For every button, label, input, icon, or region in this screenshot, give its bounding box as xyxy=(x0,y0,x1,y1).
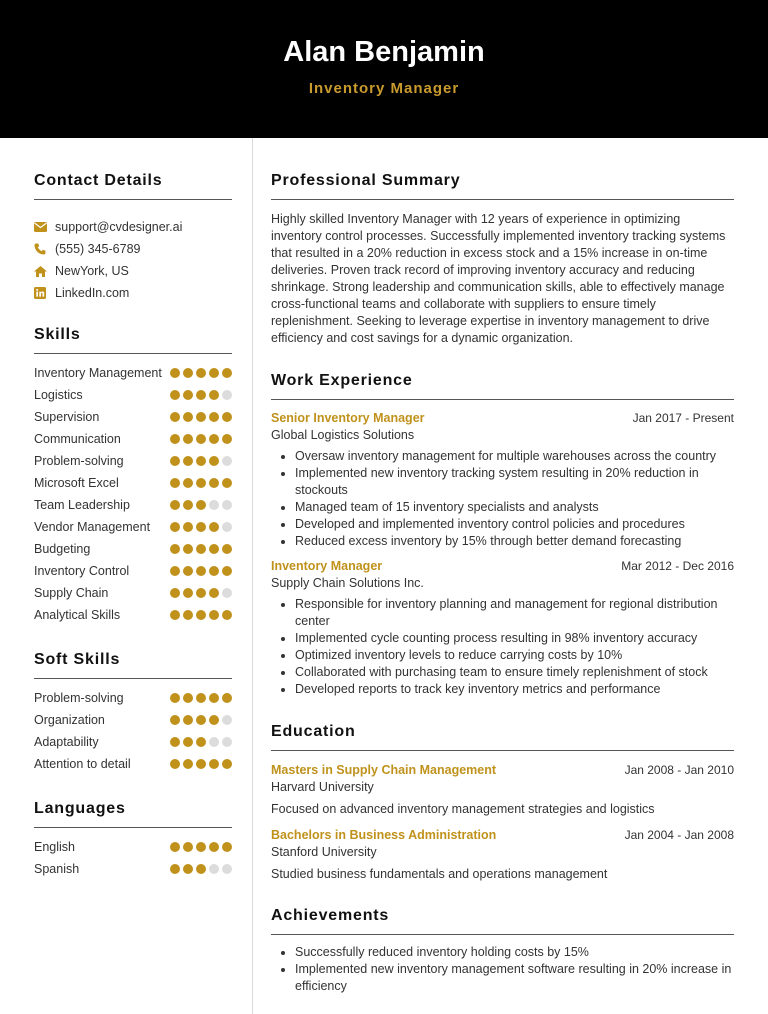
rating-dot xyxy=(209,544,219,554)
rating-dot xyxy=(183,456,193,466)
rating-dot xyxy=(196,544,206,554)
job-bullets xyxy=(271,448,734,550)
contact-phone xyxy=(34,238,232,260)
skill-name: Inventory Management xyxy=(34,366,162,380)
skill-name: Problem-solving xyxy=(34,691,124,705)
rating-dot xyxy=(183,610,193,620)
rating-dot xyxy=(183,522,193,532)
contact-linkedin-text[interactable]: LinkedIn.com xyxy=(55,286,130,300)
job-bullet: • Implemented cycle counting process resulting in 98% inventory accuracy xyxy=(295,630,734,647)
rating-dot xyxy=(170,390,180,400)
job-bullet: • Implemented new inventory tracking system resulting in 20% reduction in stockouts xyxy=(295,465,734,499)
rating-dot xyxy=(222,715,232,725)
envelope-icon xyxy=(34,222,55,232)
soft-skills-section-title: Soft Skills xyxy=(34,651,232,679)
rating-dot xyxy=(183,864,193,874)
skill-name: Adaptability xyxy=(34,735,99,749)
skill-name: Analytical Skills xyxy=(34,608,121,622)
rating-dot xyxy=(183,478,193,488)
rating-dot xyxy=(209,759,219,769)
skill-row xyxy=(34,429,232,451)
languages-list xyxy=(34,837,232,881)
skill-name: English xyxy=(34,840,75,854)
rating-dot xyxy=(222,842,232,852)
rating-dot xyxy=(222,864,232,874)
job-bullet: • Developed and implemented inventory control policies and procedures xyxy=(295,516,734,533)
skills-section-title: Skills xyxy=(34,326,232,354)
rating-dot xyxy=(196,864,206,874)
resume-header xyxy=(0,0,768,138)
rating-dot xyxy=(183,412,193,422)
degree-date: Jan 2008 - Jan 2010 xyxy=(624,763,734,777)
skill-name: Microsoft Excel xyxy=(34,476,119,490)
rating-dot xyxy=(209,715,219,725)
skill-name: Inventory Control xyxy=(34,564,130,578)
degree-date: Jan 2004 - Jan 2008 xyxy=(624,828,734,842)
summary-section xyxy=(271,172,734,347)
rating-dot xyxy=(170,588,180,598)
rating-dot xyxy=(196,412,206,422)
rating-dot xyxy=(196,759,206,769)
skill-rating xyxy=(170,475,232,488)
rating-dot xyxy=(196,693,206,703)
rating-dot xyxy=(170,544,180,554)
skill-rating xyxy=(170,861,232,874)
rating-dot xyxy=(170,566,180,576)
skill-row xyxy=(34,688,232,710)
rating-dot xyxy=(209,434,219,444)
rating-dot xyxy=(196,368,206,378)
job-bullet: • Optimized inventory levels to reduce carrying costs by 10% xyxy=(295,647,734,664)
skill-row xyxy=(34,837,232,859)
job-entry xyxy=(271,410,734,550)
rating-dot xyxy=(222,693,232,703)
rating-dot xyxy=(170,478,180,488)
rating-dot xyxy=(183,715,193,725)
candidate-role: Inventory Manager xyxy=(308,80,460,97)
rating-dot xyxy=(209,737,219,747)
skill-row xyxy=(34,407,232,429)
rating-dot xyxy=(209,368,219,378)
rating-dot xyxy=(170,368,180,378)
rating-dot xyxy=(183,368,193,378)
job-bullet: • Responsible for inventory planning and management for regional distribution center xyxy=(295,596,734,630)
contact-phone-text: (555) 345-6789 xyxy=(55,242,141,256)
contact-email xyxy=(34,216,232,238)
languages-section xyxy=(34,800,232,881)
skill-name: Spanish xyxy=(34,862,80,876)
contact-section xyxy=(34,172,232,304)
linkedin-icon xyxy=(34,287,55,299)
skill-name: Communication xyxy=(34,432,121,446)
soft-skills-section xyxy=(34,651,232,776)
contact-section-title: Contact Details xyxy=(34,172,232,200)
skill-name: Vendor Management xyxy=(34,520,151,534)
skill-row xyxy=(34,754,232,776)
rating-dot xyxy=(183,500,193,510)
skill-rating xyxy=(170,734,232,747)
degree-description: Focused on advanced inventory management strategies and logistics xyxy=(271,802,655,816)
rating-dot xyxy=(209,478,219,488)
rating-dot xyxy=(222,566,232,576)
soft-skills-list xyxy=(34,688,232,776)
rating-dot xyxy=(183,588,193,598)
experience-section-title: Work Experience xyxy=(271,372,734,400)
rating-dot xyxy=(209,610,219,620)
rating-dot xyxy=(183,544,193,554)
contact-email-text: support@cvdesigner.ai xyxy=(55,220,183,234)
rating-dot xyxy=(170,864,180,874)
rating-dot xyxy=(196,500,206,510)
skill-name: Organization xyxy=(34,713,105,727)
skill-row xyxy=(34,473,232,495)
rating-dot xyxy=(170,434,180,444)
skill-row xyxy=(34,539,232,561)
job-bullet: • Collaborated with purchasing team to ensure timely replenishment of stock xyxy=(295,664,734,681)
summary-text: Highly skilled Inventory Manager with 12 years of experience in optimizing inventory control processes. Successfully implemented inventory tracking systems that resulted in a 20% reduction in excess stock and a 15% increase in on-time deliveries. Proven track record of improving inventory accuracy and reducing shrinkage. Strong leadership and communication skills, able to effectively manage cross-functional teams and collaborate with suppliers to ensure timely replenishment. Seeking to leverage expertise in inventory management to drive efficiency and cost savings for a dynamic organization. xyxy=(271,212,726,345)
skill-rating xyxy=(170,431,232,444)
achievement-item: • Successfully reduced inventory holding costs by 15% xyxy=(295,944,734,961)
skill-row xyxy=(34,363,232,385)
school-name: Harvard University xyxy=(271,780,374,794)
school-name: Stanford University xyxy=(271,845,377,859)
job-bullet: • Developed reports to track key inventory metrics and performance xyxy=(295,681,734,698)
skill-rating xyxy=(170,453,232,466)
rating-dot xyxy=(209,412,219,422)
rating-dot xyxy=(196,456,206,466)
skill-row xyxy=(34,710,232,732)
rating-dot xyxy=(196,715,206,725)
education-section-title: Education xyxy=(271,723,734,751)
rating-dot xyxy=(196,478,206,488)
contact-location xyxy=(34,260,232,282)
rating-dot xyxy=(183,693,193,703)
rating-dot xyxy=(183,842,193,852)
rating-dot xyxy=(183,434,193,444)
candidate-name: Alan Benjamin xyxy=(283,36,485,68)
skill-row xyxy=(34,561,232,583)
skill-row xyxy=(34,495,232,517)
contact-linkedin xyxy=(34,282,232,304)
rating-dot xyxy=(222,500,232,510)
skill-rating xyxy=(170,497,232,510)
education-entry xyxy=(271,762,734,818)
skill-row xyxy=(34,583,232,605)
skill-rating xyxy=(170,541,232,554)
rating-dot xyxy=(222,759,232,769)
job-date: Jan 2017 - Present xyxy=(632,411,734,425)
skill-rating xyxy=(170,585,232,598)
rating-dot xyxy=(209,842,219,852)
rating-dot xyxy=(196,566,206,576)
rating-dot xyxy=(170,610,180,620)
rating-dot xyxy=(209,566,219,576)
rating-dot xyxy=(170,693,180,703)
left-column xyxy=(34,138,232,881)
degree-title: Masters in Supply Chain Management xyxy=(271,763,497,777)
skill-row xyxy=(34,385,232,407)
education-entry xyxy=(271,827,734,883)
rating-dot xyxy=(209,864,219,874)
skill-name: Budgeting xyxy=(34,542,91,556)
job-entry xyxy=(271,558,734,698)
education-section xyxy=(271,723,734,883)
skill-rating xyxy=(170,756,232,769)
rating-dot xyxy=(196,390,206,400)
skill-rating xyxy=(170,365,232,378)
achievements-section xyxy=(271,907,734,995)
skill-rating xyxy=(170,712,232,725)
skill-rating xyxy=(170,839,232,852)
right-column xyxy=(271,138,734,995)
skill-name: Supply Chain xyxy=(34,586,109,600)
rating-dot xyxy=(209,500,219,510)
experience-section xyxy=(271,372,734,698)
rating-dot xyxy=(222,390,232,400)
achievements-list xyxy=(271,944,734,995)
skill-row xyxy=(34,451,232,473)
rating-dot xyxy=(209,456,219,466)
rating-dot xyxy=(170,737,180,747)
job-date: Mar 2012 - Dec 2016 xyxy=(621,559,734,573)
rating-dot xyxy=(222,456,232,466)
column-divider xyxy=(252,138,253,1014)
skill-row xyxy=(34,859,232,881)
rating-dot xyxy=(209,693,219,703)
skills-section xyxy=(34,326,232,627)
rating-dot xyxy=(209,522,219,532)
skill-rating xyxy=(170,563,232,576)
home-icon xyxy=(34,266,55,277)
skill-row xyxy=(34,732,232,754)
skill-name: Logistics xyxy=(34,388,83,402)
rating-dot xyxy=(209,588,219,598)
achievement-item: • Implemented new inventory management software resulting in 20% increase in efficiency xyxy=(295,961,734,995)
skill-rating xyxy=(170,690,232,703)
rating-dot xyxy=(222,478,232,488)
rating-dot xyxy=(183,566,193,576)
rating-dot xyxy=(170,412,180,422)
rating-dot xyxy=(222,737,232,747)
rating-dot xyxy=(170,456,180,466)
rating-dot xyxy=(196,522,206,532)
rating-dot xyxy=(222,368,232,378)
skill-row xyxy=(34,605,232,627)
skill-name: Supervision xyxy=(34,410,100,424)
skill-name: Attention to detail xyxy=(34,757,131,771)
degree-title: Bachelors in Business Administration xyxy=(271,828,497,842)
job-bullet: • Managed team of 15 inventory specialists and analysts xyxy=(295,499,734,516)
rating-dot xyxy=(196,588,206,598)
rating-dot xyxy=(170,759,180,769)
skill-rating xyxy=(170,409,232,422)
phone-icon xyxy=(34,243,55,255)
contact-location-text: NewYork, US xyxy=(55,264,129,278)
job-title: Inventory Manager xyxy=(271,559,383,573)
rating-dot xyxy=(183,737,193,747)
rating-dot xyxy=(222,544,232,554)
skill-name: Team Leadership xyxy=(34,498,130,512)
skill-rating xyxy=(170,387,232,400)
degree-description: Studied business fundamentals and operations management xyxy=(271,867,608,881)
achievements-section-title: Achievements xyxy=(271,907,734,935)
rating-dot xyxy=(183,390,193,400)
rating-dot xyxy=(222,412,232,422)
rating-dot xyxy=(222,522,232,532)
rating-dot xyxy=(196,737,206,747)
skill-row xyxy=(34,517,232,539)
rating-dot xyxy=(222,434,232,444)
job-company: Supply Chain Solutions Inc. xyxy=(271,576,424,590)
summary-section-title: Professional Summary xyxy=(271,172,734,200)
skill-rating xyxy=(170,607,232,620)
rating-dot xyxy=(196,842,206,852)
job-title: Senior Inventory Manager xyxy=(271,411,425,425)
languages-section-title: Languages xyxy=(34,800,232,828)
job-company: Global Logistics Solutions xyxy=(271,428,415,442)
rating-dot xyxy=(222,588,232,598)
skills-list xyxy=(34,363,232,627)
rating-dot xyxy=(222,610,232,620)
rating-dot xyxy=(209,390,219,400)
rating-dot xyxy=(170,715,180,725)
skill-name: Problem-solving xyxy=(34,454,124,468)
rating-dot xyxy=(183,759,193,769)
job-bullet: • Oversaw inventory management for multiple warehouses across the country xyxy=(295,448,734,465)
rating-dot xyxy=(196,610,206,620)
skill-rating xyxy=(170,519,232,532)
job-bullets xyxy=(271,596,734,698)
rating-dot xyxy=(170,500,180,510)
rating-dot xyxy=(170,842,180,852)
job-bullet: • Reduced excess inventory by 15% through better demand forecasting xyxy=(295,533,734,550)
rating-dot xyxy=(196,434,206,444)
rating-dot xyxy=(170,522,180,532)
